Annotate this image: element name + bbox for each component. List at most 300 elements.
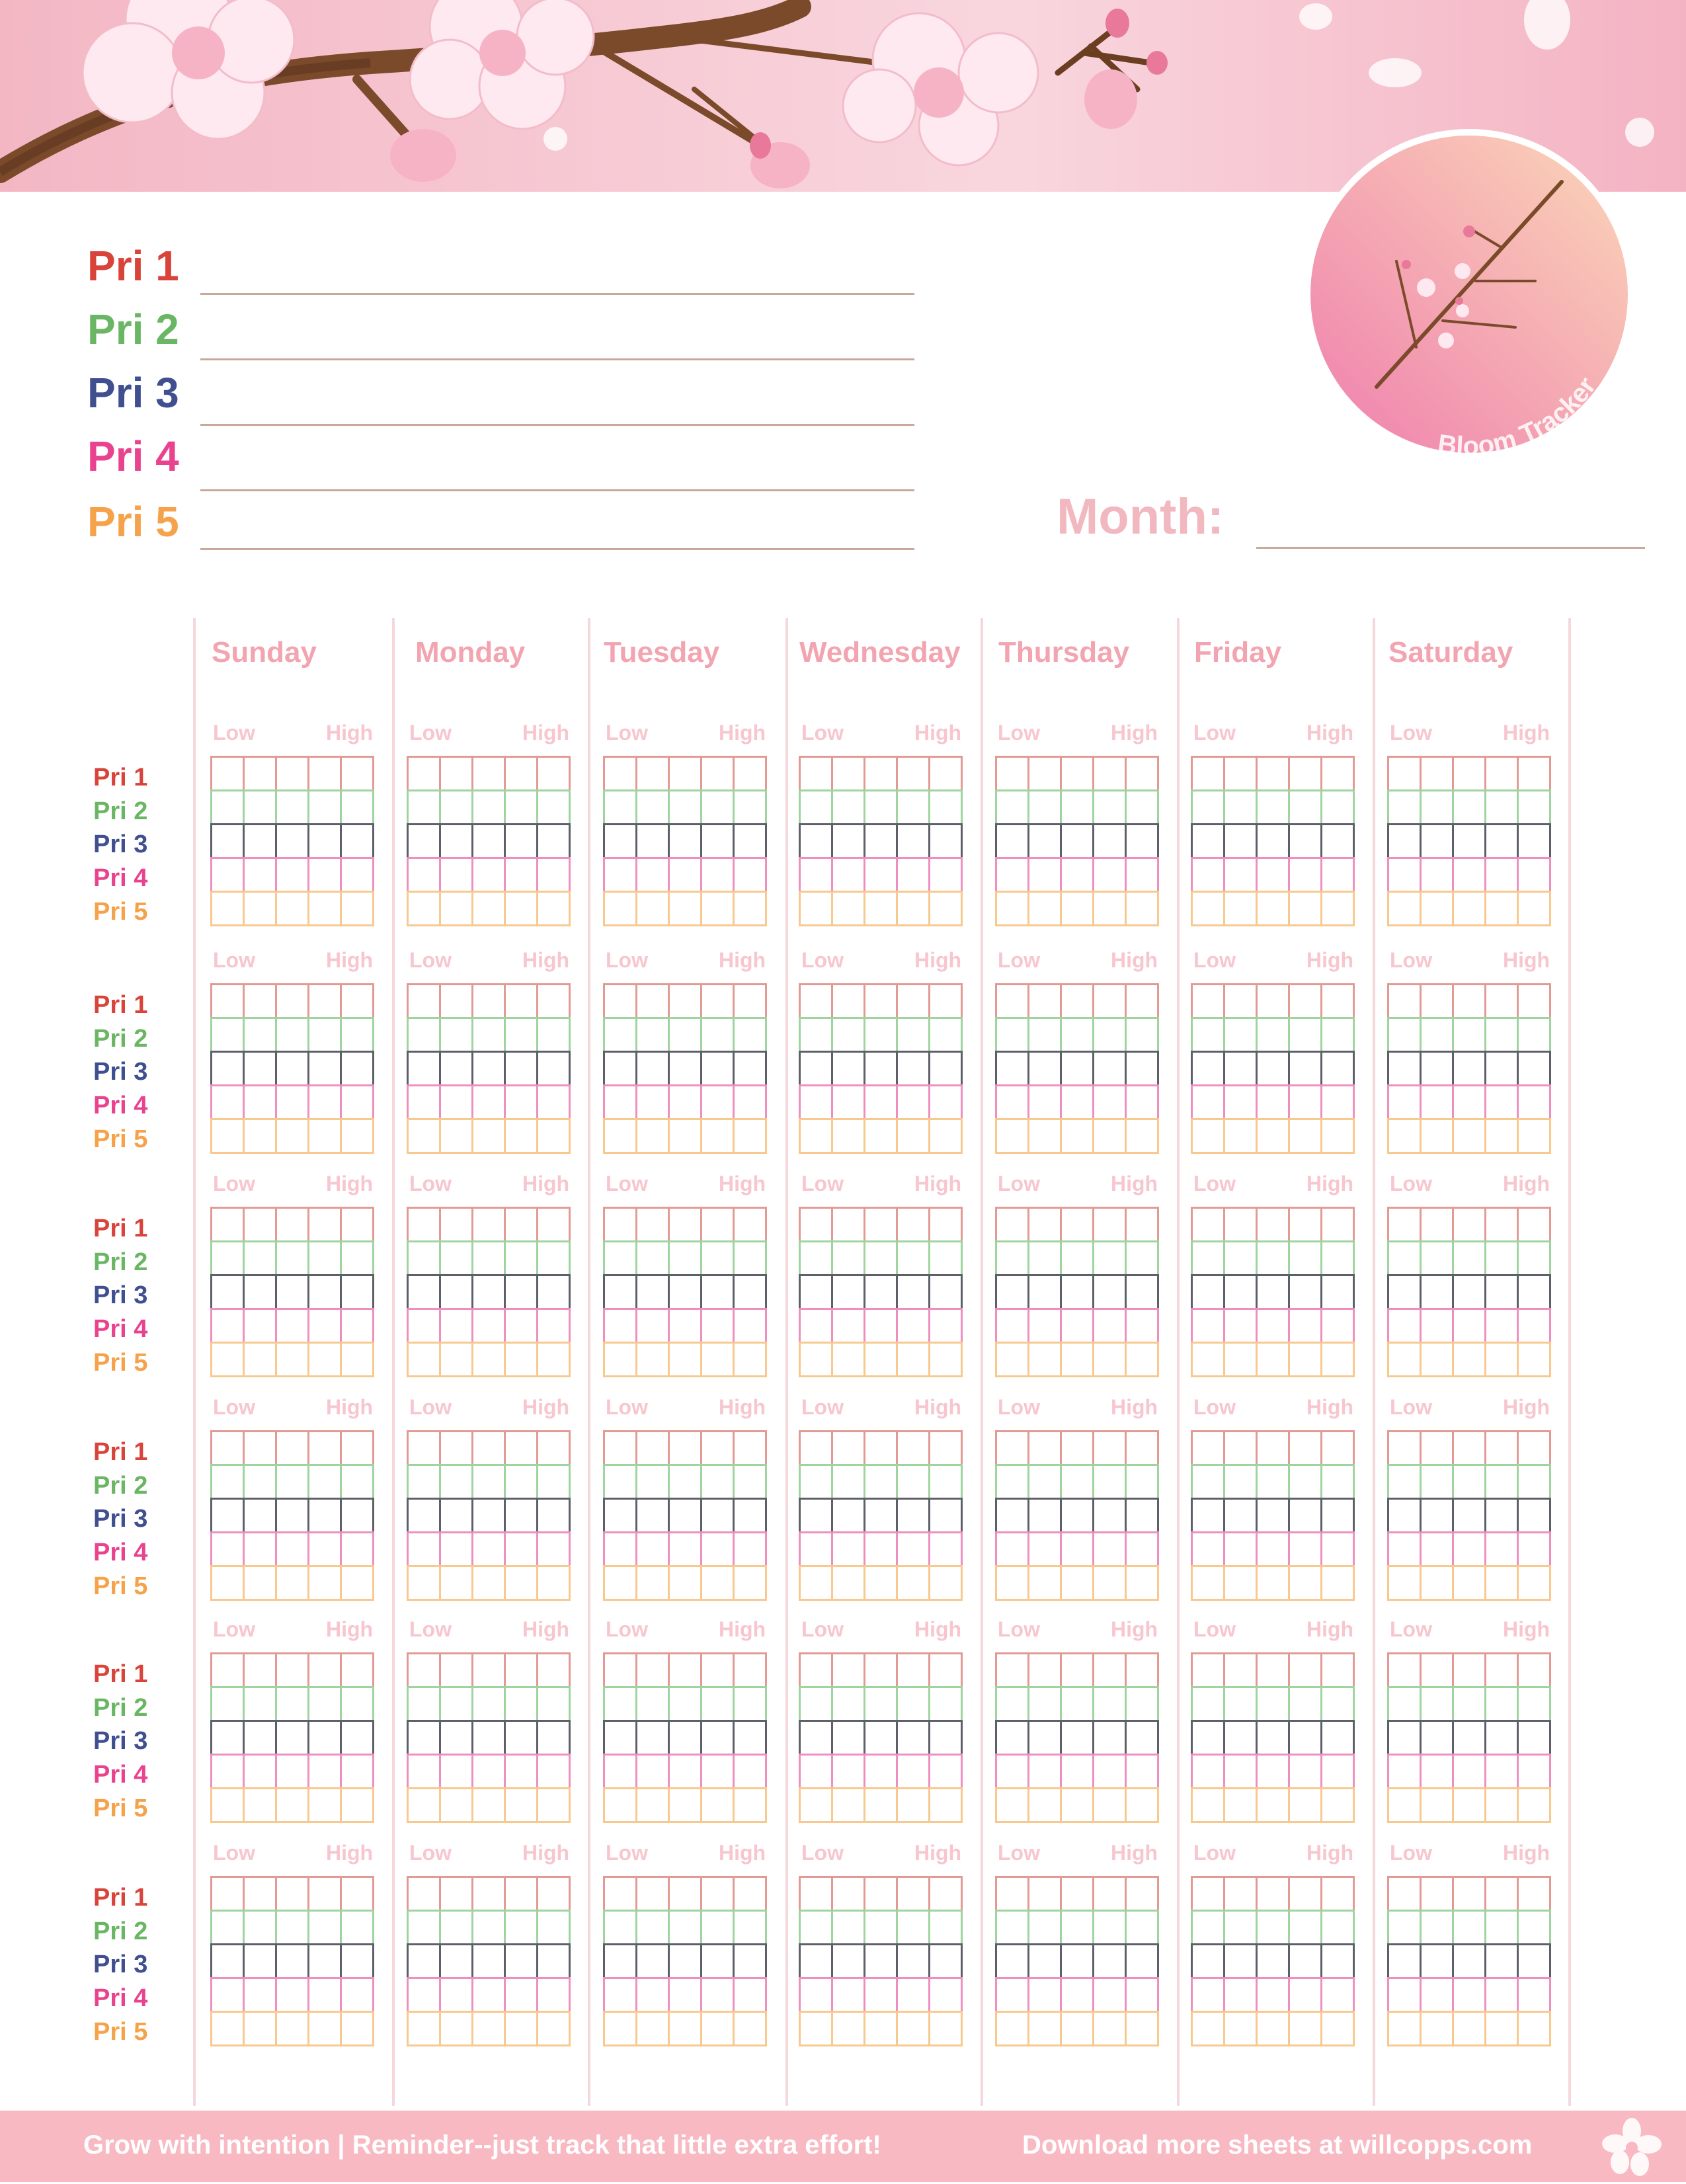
tracker-cell[interactable] bbox=[1517, 1498, 1551, 1533]
tracker-cell[interactable] bbox=[1256, 1051, 1290, 1086]
tracker-cell[interactable] bbox=[1484, 1342, 1519, 1377]
tracker-cell[interactable] bbox=[439, 1531, 473, 1567]
tracker-cell[interactable] bbox=[210, 1464, 245, 1500]
tracker-cell[interactable] bbox=[407, 1464, 441, 1500]
tracker-cell[interactable] bbox=[1420, 1910, 1454, 1945]
tracker-cell[interactable] bbox=[1420, 1531, 1454, 1567]
tracker-cell[interactable] bbox=[340, 1308, 374, 1344]
tracker-cell[interactable] bbox=[733, 1943, 767, 1979]
tracker-cell[interactable] bbox=[1027, 1017, 1062, 1053]
tracker-cell[interactable] bbox=[863, 1274, 898, 1310]
tracker-cell[interactable] bbox=[1223, 1118, 1258, 1154]
tracker-cell[interactable] bbox=[504, 1274, 538, 1310]
tracker-cell[interactable] bbox=[863, 1686, 898, 1722]
tracker-cell[interactable] bbox=[995, 1943, 1029, 1979]
tracker-cell[interactable] bbox=[536, 1430, 571, 1466]
tracker-cell[interactable] bbox=[603, 1308, 637, 1344]
tracker-cell[interactable] bbox=[407, 789, 441, 825]
tracker-cell[interactable] bbox=[733, 1498, 767, 1533]
tracker-cell[interactable] bbox=[863, 1240, 898, 1276]
tracker-cell[interactable] bbox=[439, 2011, 473, 2046]
tracker-cell[interactable] bbox=[407, 1977, 441, 2013]
tracker-cell[interactable] bbox=[995, 1652, 1029, 1688]
tracker-cell[interactable] bbox=[733, 1274, 767, 1310]
tracker-cell[interactable] bbox=[407, 1531, 441, 1567]
tracker-cell[interactable] bbox=[243, 1686, 277, 1722]
tracker-cell[interactable] bbox=[1223, 823, 1258, 859]
tracker-cell[interactable] bbox=[1387, 1274, 1422, 1310]
tracker-cell[interactable] bbox=[1092, 2011, 1127, 2046]
tracker-cell[interactable] bbox=[1223, 1876, 1258, 1912]
tracker-cell[interactable] bbox=[635, 1876, 670, 1912]
tracker-cell[interactable] bbox=[1027, 1274, 1062, 1310]
tracker-cell[interactable] bbox=[1484, 1051, 1519, 1086]
tracker-cell[interactable] bbox=[340, 2011, 374, 2046]
tracker-cell[interactable] bbox=[1223, 2011, 1258, 2046]
tracker-cell[interactable] bbox=[668, 1207, 702, 1242]
tracker-cell[interactable] bbox=[1256, 1017, 1290, 1053]
tracker-cell[interactable] bbox=[340, 1017, 374, 1053]
tracker-cell[interactable] bbox=[471, 1274, 506, 1310]
tracker-cell[interactable] bbox=[668, 1240, 702, 1276]
tracker-cell[interactable] bbox=[1256, 983, 1290, 1019]
tracker-cell[interactable] bbox=[928, 1876, 963, 1912]
tracker-cell[interactable] bbox=[896, 756, 930, 791]
tracker-cell[interactable] bbox=[863, 1787, 898, 1823]
tracker-cell[interactable] bbox=[603, 1207, 637, 1242]
tracker-cell[interactable] bbox=[1027, 1876, 1062, 1912]
tracker-cell[interactable] bbox=[928, 756, 963, 791]
tracker-cell[interactable] bbox=[1191, 1308, 1225, 1344]
tracker-cell[interactable] bbox=[995, 857, 1029, 893]
tracker-cell[interactable] bbox=[407, 1754, 441, 1789]
priority-input-line-1[interactable] bbox=[200, 293, 914, 295]
tracker-cell[interactable] bbox=[243, 1207, 277, 1242]
tracker-cell[interactable] bbox=[1060, 756, 1094, 791]
tracker-cell[interactable] bbox=[995, 1977, 1029, 2013]
tracker-cell[interactable] bbox=[1027, 1910, 1062, 1945]
tracker-cell[interactable] bbox=[536, 891, 571, 926]
tracker-cell[interactable] bbox=[995, 1118, 1029, 1154]
tracker-cell[interactable] bbox=[1484, 789, 1519, 825]
tracker-cell[interactable] bbox=[733, 1910, 767, 1945]
tracker-cell[interactable] bbox=[439, 1876, 473, 1912]
tracker-cell[interactable] bbox=[1125, 1118, 1159, 1154]
tracker-cell[interactable] bbox=[1256, 1274, 1290, 1310]
tracker-cell[interactable] bbox=[700, 756, 735, 791]
tracker-cell[interactable] bbox=[1191, 1652, 1225, 1688]
tracker-cell[interactable] bbox=[210, 983, 245, 1019]
tracker-cell[interactable] bbox=[1092, 1017, 1127, 1053]
tracker-cell[interactable] bbox=[536, 2011, 571, 2046]
tracker-cell[interactable] bbox=[1027, 1977, 1062, 2013]
tracker-cell[interactable] bbox=[1320, 1910, 1355, 1945]
tracker-cell[interactable] bbox=[603, 1754, 637, 1789]
tracker-cell[interactable] bbox=[340, 1207, 374, 1242]
tracker-cell[interactable] bbox=[831, 1876, 865, 1912]
tracker-cell[interactable] bbox=[407, 1565, 441, 1601]
tracker-cell[interactable] bbox=[1517, 857, 1551, 893]
tracker-cell[interactable] bbox=[1517, 789, 1551, 825]
tracker-cell[interactable] bbox=[210, 857, 245, 893]
tracker-cell[interactable] bbox=[799, 1342, 833, 1377]
tracker-cell[interactable] bbox=[1484, 1084, 1519, 1120]
tracker-cell[interactable] bbox=[635, 1754, 670, 1789]
tracker-cell[interactable] bbox=[799, 756, 833, 791]
tracker-cell[interactable] bbox=[1452, 1207, 1486, 1242]
tracker-cell[interactable] bbox=[407, 1274, 441, 1310]
tracker-cell[interactable] bbox=[1256, 1652, 1290, 1688]
tracker-cell[interactable] bbox=[700, 891, 735, 926]
tracker-cell[interactable] bbox=[831, 1118, 865, 1154]
tracker-cell[interactable] bbox=[831, 1464, 865, 1500]
tracker-cell[interactable] bbox=[536, 983, 571, 1019]
tracker-cell[interactable] bbox=[1484, 1686, 1519, 1722]
tracker-cell[interactable] bbox=[1191, 1207, 1225, 1242]
tracker-cell[interactable] bbox=[668, 1787, 702, 1823]
tracker-cell[interactable] bbox=[1060, 1464, 1094, 1500]
tracker-cell[interactable] bbox=[307, 1207, 342, 1242]
tracker-cell[interactable] bbox=[1517, 1464, 1551, 1500]
tracker-cell[interactable] bbox=[1256, 1910, 1290, 1945]
tracker-cell[interactable] bbox=[1223, 1652, 1258, 1688]
tracker-cell[interactable] bbox=[1125, 1464, 1159, 1500]
tracker-cell[interactable] bbox=[504, 1240, 538, 1276]
tracker-cell[interactable] bbox=[863, 857, 898, 893]
tracker-cell[interactable] bbox=[1027, 1430, 1062, 1466]
tracker-cell[interactable] bbox=[1320, 1977, 1355, 2013]
tracker-cell[interactable] bbox=[1223, 1464, 1258, 1500]
tracker-cell[interactable] bbox=[210, 1754, 245, 1789]
tracker-cell[interactable] bbox=[407, 1240, 441, 1276]
tracker-cell[interactable] bbox=[1517, 1051, 1551, 1086]
tracker-cell[interactable] bbox=[1256, 1342, 1290, 1377]
tracker-cell[interactable] bbox=[863, 1430, 898, 1466]
tracker-cell[interactable] bbox=[1517, 1017, 1551, 1053]
tracker-cell[interactable] bbox=[1420, 1498, 1454, 1533]
tracker-cell[interactable] bbox=[1191, 857, 1225, 893]
tracker-cell[interactable] bbox=[1320, 1720, 1355, 1756]
tracker-cell[interactable] bbox=[1191, 1084, 1225, 1120]
tracker-cell[interactable] bbox=[1517, 1910, 1551, 1945]
tracker-cell[interactable] bbox=[439, 1910, 473, 1945]
tracker-cell[interactable] bbox=[407, 1498, 441, 1533]
tracker-cell[interactable] bbox=[831, 1787, 865, 1823]
tracker-cell[interactable] bbox=[1452, 1910, 1486, 1945]
tracker-cell[interactable] bbox=[1223, 1754, 1258, 1789]
tracker-cell[interactable] bbox=[1125, 983, 1159, 1019]
tracker-cell[interactable] bbox=[700, 1686, 735, 1722]
tracker-cell[interactable] bbox=[1092, 891, 1127, 926]
tracker-cell[interactable] bbox=[1387, 1652, 1422, 1688]
tracker-cell[interactable] bbox=[1452, 1652, 1486, 1688]
tracker-cell[interactable] bbox=[603, 857, 637, 893]
tracker-cell[interactable] bbox=[1320, 823, 1355, 859]
tracker-cell[interactable] bbox=[243, 1464, 277, 1500]
tracker-cell[interactable] bbox=[1060, 1084, 1094, 1120]
tracker-cell[interactable] bbox=[1517, 1754, 1551, 1789]
tracker-cell[interactable] bbox=[1320, 1943, 1355, 1979]
tracker-cell[interactable] bbox=[1191, 1051, 1225, 1086]
tracker-cell[interactable] bbox=[863, 756, 898, 791]
tracker-cell[interactable] bbox=[1223, 1498, 1258, 1533]
tracker-cell[interactable] bbox=[603, 1652, 637, 1688]
tracker-cell[interactable] bbox=[863, 1943, 898, 1979]
tracker-cell[interactable] bbox=[1027, 1720, 1062, 1756]
tracker-cell[interactable] bbox=[831, 857, 865, 893]
tracker-cell[interactable] bbox=[928, 1787, 963, 1823]
tracker-cell[interactable] bbox=[635, 2011, 670, 2046]
tracker-cell[interactable] bbox=[863, 1754, 898, 1789]
tracker-cell[interactable] bbox=[471, 1977, 506, 2013]
tracker-cell[interactable] bbox=[1484, 1943, 1519, 1979]
tracker-cell[interactable] bbox=[243, 983, 277, 1019]
tracker-cell[interactable] bbox=[831, 1977, 865, 2013]
tracker-cell[interactable] bbox=[1092, 1308, 1127, 1344]
tracker-cell[interactable] bbox=[863, 891, 898, 926]
tracker-cell[interactable] bbox=[863, 1084, 898, 1120]
tracker-cell[interactable] bbox=[1092, 1720, 1127, 1756]
tracker-cell[interactable] bbox=[700, 1565, 735, 1601]
tracker-cell[interactable] bbox=[635, 1652, 670, 1688]
tracker-cell[interactable] bbox=[863, 1118, 898, 1154]
tracker-cell[interactable] bbox=[863, 1207, 898, 1242]
tracker-cell[interactable] bbox=[1387, 756, 1422, 791]
tracker-cell[interactable] bbox=[1060, 1876, 1094, 1912]
tracker-cell[interactable] bbox=[896, 891, 930, 926]
tracker-cell[interactable] bbox=[668, 1274, 702, 1310]
tracker-cell[interactable] bbox=[340, 1977, 374, 2013]
tracker-cell[interactable] bbox=[863, 789, 898, 825]
tracker-cell[interactable] bbox=[439, 1464, 473, 1500]
tracker-cell[interactable] bbox=[1288, 1498, 1322, 1533]
tracker-cell[interactable] bbox=[1387, 1876, 1422, 1912]
tracker-cell[interactable] bbox=[1420, 2011, 1454, 2046]
tracker-cell[interactable] bbox=[733, 1652, 767, 1688]
tracker-cell[interactable] bbox=[1320, 1531, 1355, 1567]
tracker-cell[interactable] bbox=[439, 891, 473, 926]
tracker-cell[interactable] bbox=[340, 823, 374, 859]
tracker-cell[interactable] bbox=[799, 1464, 833, 1500]
tracker-cell[interactable] bbox=[439, 1308, 473, 1344]
tracker-cell[interactable] bbox=[863, 1720, 898, 1756]
tracker-cell[interactable] bbox=[504, 756, 538, 791]
tracker-cell[interactable] bbox=[243, 1430, 277, 1466]
tracker-cell[interactable] bbox=[307, 1652, 342, 1688]
tracker-cell[interactable] bbox=[928, 1910, 963, 1945]
tracker-cell[interactable] bbox=[1288, 1876, 1322, 1912]
tracker-cell[interactable] bbox=[1387, 1207, 1422, 1242]
tracker-cell[interactable] bbox=[896, 1084, 930, 1120]
tracker-cell[interactable] bbox=[307, 789, 342, 825]
tracker-cell[interactable] bbox=[896, 1943, 930, 1979]
tracker-cell[interactable] bbox=[896, 1787, 930, 1823]
tracker-cell[interactable] bbox=[471, 1720, 506, 1756]
tracker-cell[interactable] bbox=[635, 891, 670, 926]
tracker-cell[interactable] bbox=[536, 857, 571, 893]
tracker-cell[interactable] bbox=[1320, 2011, 1355, 2046]
tracker-cell[interactable] bbox=[733, 983, 767, 1019]
tracker-cell[interactable] bbox=[439, 1118, 473, 1154]
tracker-cell[interactable] bbox=[1125, 1342, 1159, 1377]
tracker-cell[interactable] bbox=[668, 1686, 702, 1722]
tracker-cell[interactable] bbox=[1288, 1051, 1322, 1086]
tracker-cell[interactable] bbox=[1288, 756, 1322, 791]
tracker-cell[interactable] bbox=[635, 857, 670, 893]
tracker-cell[interactable] bbox=[928, 1754, 963, 1789]
tracker-cell[interactable] bbox=[1452, 789, 1486, 825]
tracker-cell[interactable] bbox=[896, 1686, 930, 1722]
tracker-cell[interactable] bbox=[928, 1240, 963, 1276]
tracker-cell[interactable] bbox=[635, 1787, 670, 1823]
tracker-cell[interactable] bbox=[1517, 1274, 1551, 1310]
tracker-cell[interactable] bbox=[243, 2011, 277, 2046]
tracker-cell[interactable] bbox=[1125, 1977, 1159, 2013]
tracker-cell[interactable] bbox=[504, 1084, 538, 1120]
tracker-cell[interactable] bbox=[1484, 1274, 1519, 1310]
tracker-cell[interactable] bbox=[700, 1430, 735, 1466]
tracker-cell[interactable] bbox=[1092, 983, 1127, 1019]
tracker-cell[interactable] bbox=[1387, 1240, 1422, 1276]
tracker-cell[interactable] bbox=[243, 756, 277, 791]
tracker-cell[interactable] bbox=[210, 2011, 245, 2046]
tracker-cell[interactable] bbox=[407, 1686, 441, 1722]
tracker-cell[interactable] bbox=[1191, 1943, 1225, 1979]
tracker-cell[interactable] bbox=[635, 823, 670, 859]
tracker-cell[interactable] bbox=[536, 1498, 571, 1533]
tracker-cell[interactable] bbox=[307, 891, 342, 926]
tracker-cell[interactable] bbox=[340, 1464, 374, 1500]
tracker-cell[interactable] bbox=[896, 2011, 930, 2046]
tracker-cell[interactable] bbox=[1420, 756, 1454, 791]
tracker-cell[interactable] bbox=[603, 1910, 637, 1945]
tracker-cell[interactable] bbox=[1387, 1118, 1422, 1154]
tracker-cell[interactable] bbox=[1191, 1017, 1225, 1053]
tracker-cell[interactable] bbox=[831, 1274, 865, 1310]
tracker-cell[interactable] bbox=[603, 1274, 637, 1310]
tracker-cell[interactable] bbox=[536, 1943, 571, 1979]
tracker-cell[interactable] bbox=[504, 789, 538, 825]
tracker-cell[interactable] bbox=[1320, 1464, 1355, 1500]
tracker-cell[interactable] bbox=[1092, 1787, 1127, 1823]
tracker-cell[interactable] bbox=[307, 1430, 342, 1466]
tracker-cell[interactable] bbox=[307, 1754, 342, 1789]
tracker-cell[interactable] bbox=[1320, 857, 1355, 893]
tracker-cell[interactable] bbox=[1288, 789, 1322, 825]
tracker-cell[interactable] bbox=[1092, 1686, 1127, 1722]
tracker-cell[interactable] bbox=[275, 891, 309, 926]
tracker-cell[interactable] bbox=[1092, 1565, 1127, 1601]
tracker-cell[interactable] bbox=[275, 857, 309, 893]
tracker-cell[interactable] bbox=[799, 1652, 833, 1688]
tracker-cell[interactable] bbox=[1484, 1876, 1519, 1912]
tracker-cell[interactable] bbox=[831, 789, 865, 825]
tracker-cell[interactable] bbox=[536, 1910, 571, 1945]
tracker-cell[interactable] bbox=[1027, 1240, 1062, 1276]
tracker-cell[interactable] bbox=[733, 1876, 767, 1912]
tracker-cell[interactable] bbox=[275, 1787, 309, 1823]
tracker-cell[interactable] bbox=[536, 1207, 571, 1242]
tracker-cell[interactable] bbox=[1288, 2011, 1322, 2046]
tracker-cell[interactable] bbox=[307, 1342, 342, 1377]
tracker-cell[interactable] bbox=[928, 1652, 963, 1688]
tracker-cell[interactable] bbox=[928, 983, 963, 1019]
tracker-cell[interactable] bbox=[340, 1686, 374, 1722]
tracker-cell[interactable] bbox=[1320, 1686, 1355, 1722]
tracker-cell[interactable] bbox=[307, 1308, 342, 1344]
tracker-cell[interactable] bbox=[700, 789, 735, 825]
tracker-cell[interactable] bbox=[668, 891, 702, 926]
tracker-cell[interactable] bbox=[1125, 1787, 1159, 1823]
tracker-cell[interactable] bbox=[1320, 891, 1355, 926]
tracker-cell[interactable] bbox=[471, 891, 506, 926]
tracker-cell[interactable] bbox=[896, 1754, 930, 1789]
tracker-cell[interactable] bbox=[1125, 1910, 1159, 1945]
tracker-cell[interactable] bbox=[210, 1652, 245, 1688]
tracker-cell[interactable] bbox=[1288, 1686, 1322, 1722]
tracker-cell[interactable] bbox=[668, 1051, 702, 1086]
tracker-cell[interactable] bbox=[307, 756, 342, 791]
tracker-cell[interactable] bbox=[1452, 1720, 1486, 1756]
tracker-cell[interactable] bbox=[668, 1498, 702, 1533]
tracker-cell[interactable] bbox=[831, 1910, 865, 1945]
tracker-cell[interactable] bbox=[536, 1017, 571, 1053]
tracker-cell[interactable] bbox=[1484, 891, 1519, 926]
tracker-cell[interactable] bbox=[1256, 1876, 1290, 1912]
tracker-cell[interactable] bbox=[1092, 1754, 1127, 1789]
tracker-cell[interactable] bbox=[635, 1274, 670, 1310]
tracker-cell[interactable] bbox=[896, 1977, 930, 2013]
tracker-cell[interactable] bbox=[928, 857, 963, 893]
tracker-cell[interactable] bbox=[1517, 1207, 1551, 1242]
tracker-cell[interactable] bbox=[1125, 1652, 1159, 1688]
tracker-cell[interactable] bbox=[504, 1876, 538, 1912]
tracker-cell[interactable] bbox=[1223, 1787, 1258, 1823]
tracker-cell[interactable] bbox=[210, 1051, 245, 1086]
tracker-cell[interactable] bbox=[1027, 789, 1062, 825]
tracker-cell[interactable] bbox=[1125, 823, 1159, 859]
tracker-cell[interactable] bbox=[307, 1876, 342, 1912]
tracker-cell[interactable] bbox=[504, 823, 538, 859]
tracker-cell[interactable] bbox=[1092, 1240, 1127, 1276]
tracker-cell[interactable] bbox=[1191, 1342, 1225, 1377]
tracker-cell[interactable] bbox=[928, 1686, 963, 1722]
tracker-cell[interactable] bbox=[307, 1240, 342, 1276]
tracker-cell[interactable] bbox=[1320, 1754, 1355, 1789]
tracker-cell[interactable] bbox=[700, 1754, 735, 1789]
tracker-cell[interactable] bbox=[536, 756, 571, 791]
tracker-cell[interactable] bbox=[471, 1876, 506, 1912]
tracker-cell[interactable] bbox=[1256, 1787, 1290, 1823]
tracker-cell[interactable] bbox=[1092, 1943, 1127, 1979]
tracker-cell[interactable] bbox=[831, 2011, 865, 2046]
tracker-cell[interactable] bbox=[1191, 1977, 1225, 2013]
tracker-cell[interactable] bbox=[407, 1051, 441, 1086]
tracker-cell[interactable] bbox=[1387, 1531, 1422, 1567]
tracker-cell[interactable] bbox=[1320, 1498, 1355, 1533]
tracker-cell[interactable] bbox=[928, 1977, 963, 2013]
tracker-cell[interactable] bbox=[407, 1720, 441, 1756]
tracker-cell[interactable] bbox=[1452, 1787, 1486, 1823]
tracker-cell[interactable] bbox=[1027, 1498, 1062, 1533]
tracker-cell[interactable] bbox=[1060, 2011, 1094, 2046]
tracker-cell[interactable] bbox=[504, 1754, 538, 1789]
tracker-cell[interactable] bbox=[504, 1207, 538, 1242]
tracker-cell[interactable] bbox=[1320, 983, 1355, 1019]
tracker-cell[interactable] bbox=[700, 1118, 735, 1154]
tracker-cell[interactable] bbox=[831, 891, 865, 926]
tracker-cell[interactable] bbox=[1452, 2011, 1486, 2046]
